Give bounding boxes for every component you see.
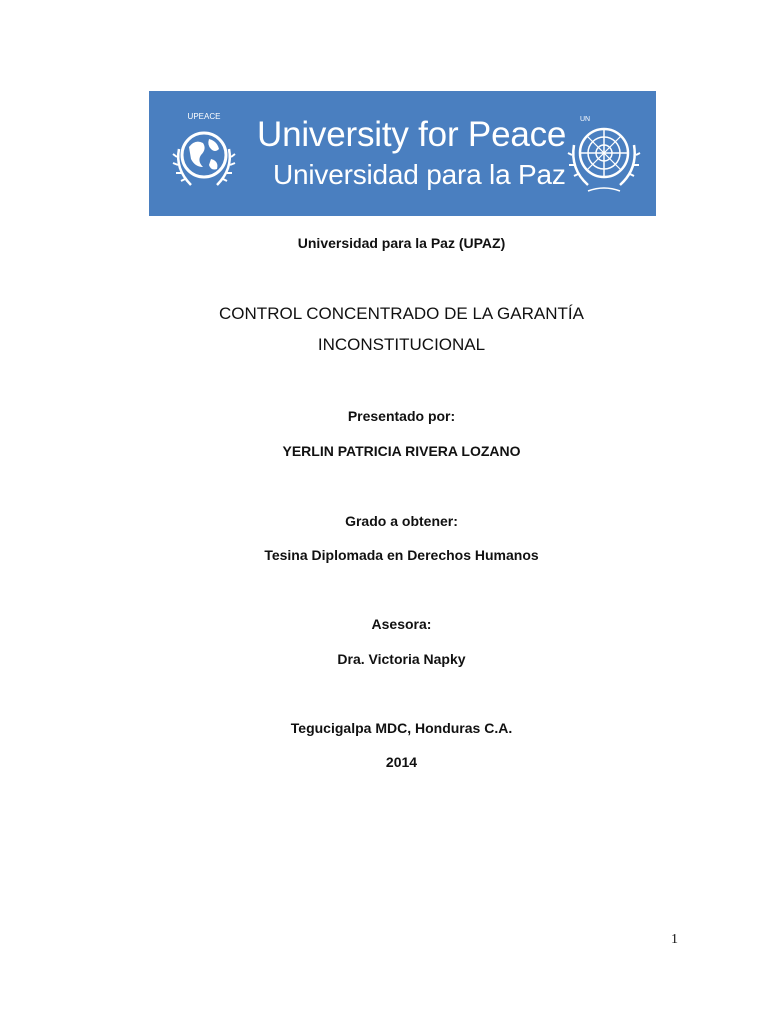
thesis-title-line-1: CONTROL CONCENTRADO DE LA GARANTÍA (219, 304, 584, 323)
university-banner (149, 91, 656, 216)
degree-name: Tesina Diplomada en Derechos Humanos (264, 547, 539, 563)
page-number: 1 (671, 932, 678, 947)
upeace-emblem-text: UPEACE (187, 112, 221, 121)
location: Tegucigalpa MDC, Honduras C.A. (290, 720, 513, 736)
year: 2014 (385, 754, 418, 770)
un-emblem-icon (566, 111, 642, 195)
banner-title-spanish: Universidad para la Paz (273, 159, 566, 190)
banner-title-english: University for Peace (257, 115, 567, 154)
upeace-globe-emblem-icon (171, 109, 237, 197)
presented-by-label: Presentado por: (347, 408, 456, 424)
degree-label: Grado a obtener: (345, 513, 458, 529)
svg-text:UN: UN (580, 116, 591, 123)
advisor-name: Dra. Victoria Napky (337, 651, 466, 667)
advisor-label: Asesora: (371, 616, 432, 632)
thesis-title-line-2: INCONSTITUCIONAL (317, 335, 486, 354)
institution-name: Universidad para la Paz (UPAZ) (297, 235, 506, 251)
author-name: YERLIN PATRICIA RIVERA LOZANO (282, 443, 521, 459)
